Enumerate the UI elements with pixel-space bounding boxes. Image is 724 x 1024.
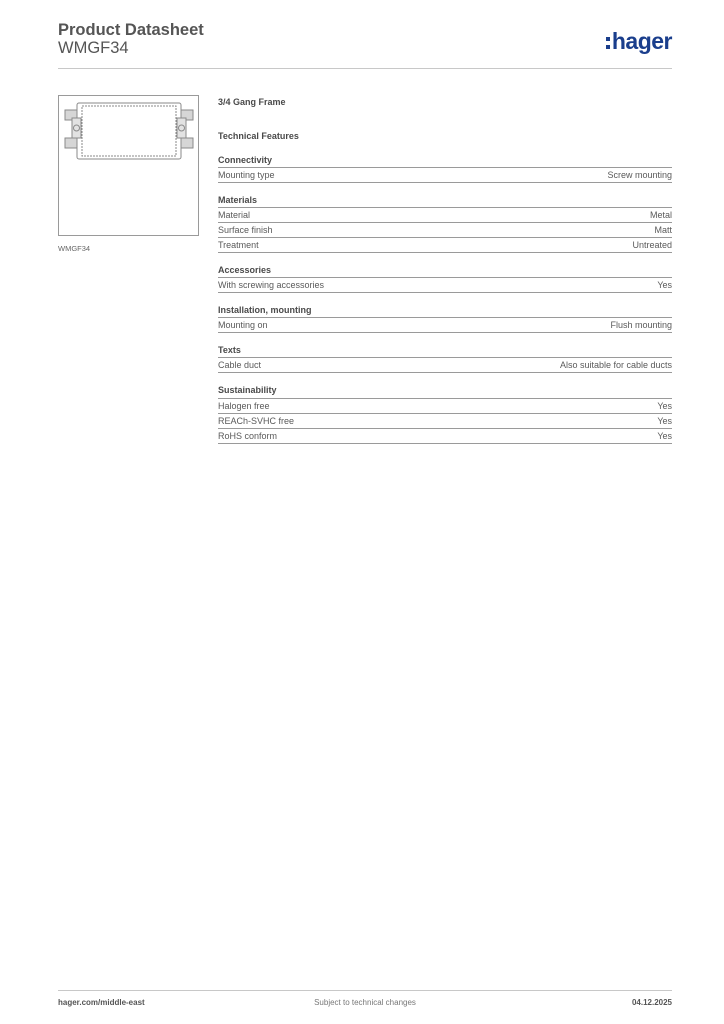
section-connectivity <box>218 154 672 183</box>
row-label: Halogen free <box>218 401 270 411</box>
row-label: Surface finish <box>218 225 273 235</box>
table-row <box>218 358 672 373</box>
footer-date: 04.12.2025 <box>631 998 672 1007</box>
row-label: RoHS conform <box>218 431 278 441</box>
table-row <box>218 168 672 183</box>
footer-website-link[interactable]: hager.com/middle-east <box>58 998 145 1007</box>
image-caption: WMGF34 <box>58 244 91 253</box>
row-label: Cable duct <box>218 360 262 370</box>
section-accessories <box>218 264 672 293</box>
row-value: Flush mounting <box>610 320 672 330</box>
table-row <box>218 429 672 444</box>
row-label: Mounting on <box>218 320 268 330</box>
table-row <box>218 399 672 414</box>
row-value: Untreated <box>632 240 672 250</box>
technical-features-heading: Technical Features <box>218 131 299 141</box>
table-row <box>218 414 672 429</box>
table-row <box>218 208 672 223</box>
table-row <box>218 223 672 238</box>
product-image <box>58 95 199 236</box>
section-title: Accessories <box>218 264 672 278</box>
section-title: Materials <box>218 194 672 208</box>
row-label: REACh-SVHC free <box>218 416 295 426</box>
frame-drawing-icon <box>59 96 198 235</box>
section-title: Installation, mounting <box>218 304 672 318</box>
row-value: Yes <box>657 280 672 290</box>
logo-dots-icon <box>606 37 610 49</box>
row-value: Matt <box>654 225 672 235</box>
row-value: Screw mounting <box>607 170 672 180</box>
row-label: With screwing accessories <box>218 280 325 290</box>
header-divider <box>58 68 672 69</box>
table-row <box>218 278 672 293</box>
logo-wordmark: hager <box>611 27 672 54</box>
section-materials <box>218 194 672 253</box>
document-title: Product Datasheet <box>58 21 204 39</box>
section-title: Sustainability <box>218 385 277 395</box>
section-title: Texts <box>218 344 672 358</box>
row-value: Yes <box>657 416 672 426</box>
row-value: Yes <box>657 431 672 441</box>
row-value: Yes <box>657 401 672 411</box>
row-value: Also suitable for cable ducts <box>559 360 672 370</box>
row-label: Material <box>218 210 251 220</box>
hager-logo <box>606 26 672 56</box>
footer-notice: Subject to technical changes <box>314 998 416 1007</box>
product-name: 3/4 Gang Frame <box>218 97 286 107</box>
row-value: Metal <box>649 210 672 220</box>
page-footer <box>58 998 672 1010</box>
table-row <box>218 318 672 333</box>
section-texts <box>218 344 672 373</box>
row-label: Treatment <box>218 240 259 250</box>
row-label: Mounting type <box>218 170 275 180</box>
section-title: Connectivity <box>218 154 672 168</box>
table-row <box>218 238 672 253</box>
product-code: WMGF34 <box>58 39 129 57</box>
section-installation <box>218 304 672 333</box>
section-sustainability <box>218 384 672 444</box>
technical-content <box>218 95 672 444</box>
footer-divider <box>58 990 672 991</box>
page-header <box>58 20 672 68</box>
